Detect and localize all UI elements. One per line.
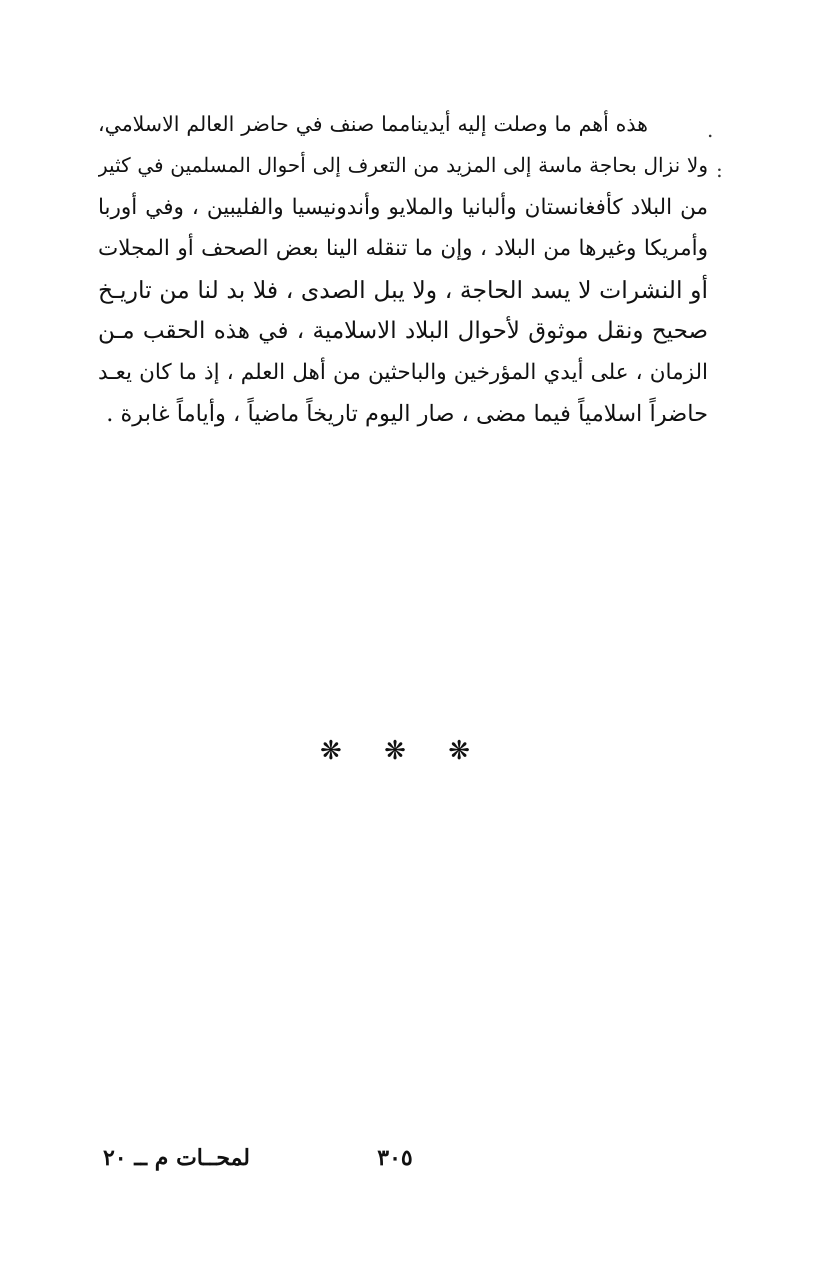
page-number: ٣٠٥ xyxy=(377,1145,413,1171)
asterism-icon: ❋ xyxy=(384,736,406,766)
body-paragraph xyxy=(98,104,708,435)
stray-print-mark: : xyxy=(716,158,723,182)
stray-print-mark: . xyxy=(707,118,714,142)
text-line: الزمان ، على أيدي المؤرخين والباحثين من أهل العلم ، إذ ما كان يعـد xyxy=(98,360,708,386)
text-line: حاضراً اسلامياً فيما مضى ، صار اليوم تاريخاً ماضياً ، وأياماً غابرة . xyxy=(106,400,708,427)
asterism-icon: ❋ xyxy=(448,736,470,766)
printer-signature: لمحــات م ــ ٢٠ xyxy=(102,1145,250,1171)
asterism-icon: ❋ xyxy=(320,736,342,766)
text-line: صحيح ونقل موثوق لأحوال البلاد الاسلامية ، في هذه الحقب مـن xyxy=(98,317,708,344)
section-break-ornament xyxy=(320,736,470,766)
text-line: هذه أهم ما وصلت إليه أيدينامما صنف في حاضر العالم الاسلامي، xyxy=(98,112,648,136)
text-line: من البلاد كأفغانستان وألبانيا والملايو وأندونيسيا والفليبين ، وفي أوربا xyxy=(98,194,708,220)
text-line: وأمريكا وغيرها من البلاد ، وإن ما تنقله الينا بعض الصحف أو المجلات xyxy=(98,236,708,262)
text-line: ولا نزال بحاجة ماسة إلى المزيد من التعرف إلى أحوال المسلمين في كثير xyxy=(98,153,708,178)
text-line: أو النشرات لا يسد الحاجة ، ولا يبل الصدى ، فلا بد لنا من تاريـخ xyxy=(98,275,708,304)
